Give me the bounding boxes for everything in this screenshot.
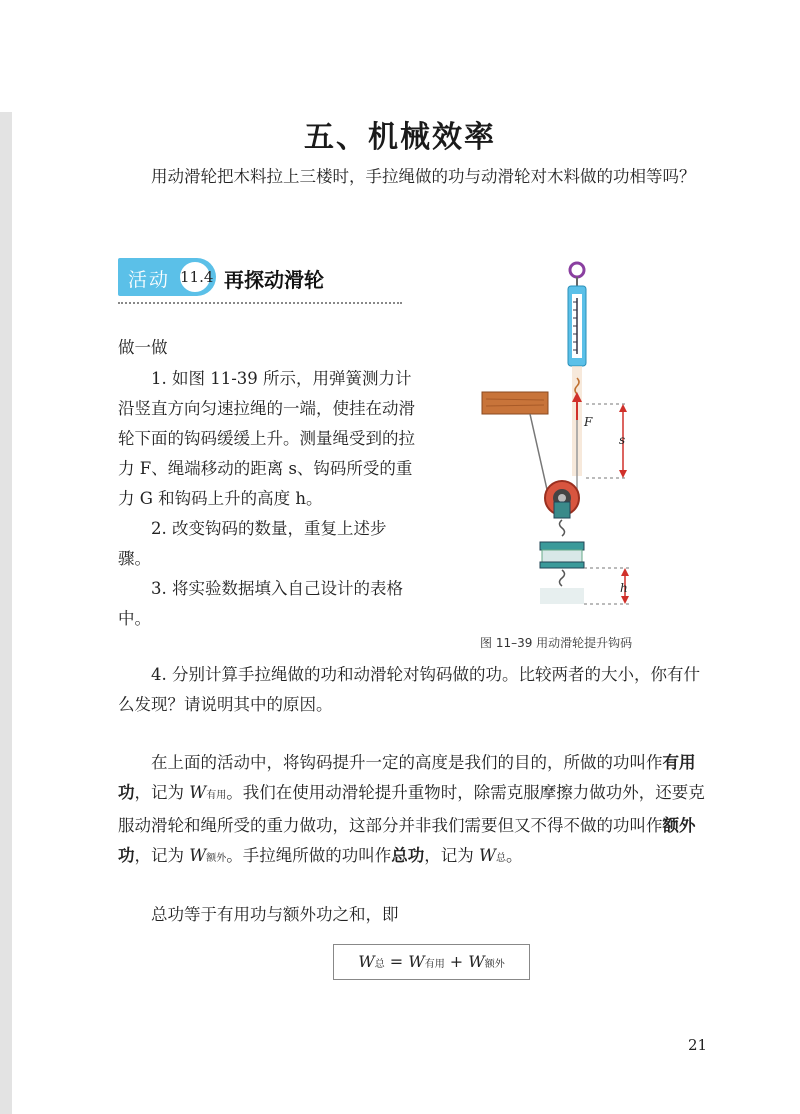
step-1: 1. 如图 11-39 所示，用弹簧测力计沿竖直方向匀速拉绳的一端，使挂在动滑轮下面的钩码缓缓上升。测量绳受到的拉力 F、绳端移动的距离 s、钩码所受的重力 G 和钩码上升的高度 h。 <box>118 369 415 508</box>
page-number: 21 <box>688 1036 708 1054</box>
formula-sub-useful: 有用 <box>424 959 445 970</box>
intro-paragraph: 用动滑轮把木料拉上三楼时，手拉绳做的功与动滑轮对木料做的功相等吗？ <box>151 167 696 186</box>
step-4: 4. 分别计算手拉绳做的功和动滑轮对钩码做的功。比较两者的大小，你有什么发现？请说明其中的原因。 <box>118 665 700 714</box>
body-text: 。手拉绳所做的功叫作 <box>226 846 392 865</box>
term-total-work: 总功 <box>391 846 425 865</box>
formula-equals: = <box>384 952 409 971</box>
formula-sub-total: 总 <box>374 959 385 970</box>
term-extra-work: 额外功 <box>118 816 696 865</box>
activity-word: 活动 <box>128 269 171 291</box>
body-text: 。 <box>505 846 523 865</box>
label-F: F <box>584 415 593 429</box>
symbol-w: W <box>478 846 496 865</box>
dotted-divider <box>118 302 402 304</box>
body-text: 在上面的活动中，将钩码提升一定的高度是我们的目的，所做的功叫作 <box>151 753 663 772</box>
wood-beam <box>482 392 548 414</box>
body-text: ，记为 <box>134 846 190 865</box>
subheading: 做一做 <box>118 338 168 357</box>
page-title: 五、机械效率 <box>304 120 496 155</box>
step-3: 3. 将实验数据填入自己设计的表格中。 <box>118 579 403 628</box>
formula-box <box>333 944 530 980</box>
body-paragraph-1 <box>118 748 708 874</box>
pulley-hook-icon <box>560 520 565 536</box>
subscript-extra: 额外 <box>206 853 227 864</box>
activity-title: 再探动滑轮 <box>224 268 324 292</box>
formula-w: W <box>408 952 425 971</box>
formula-w: W <box>358 952 375 971</box>
subscript-useful: 有用 <box>206 790 227 801</box>
body-text: ，记为 <box>424 846 479 865</box>
pulley-figure <box>480 258 690 618</box>
formula-sub-extra: 额外 <box>484 959 505 970</box>
hook-weight-top <box>540 542 584 550</box>
subscript-total: 总 <box>495 853 506 864</box>
formula-w: W <box>468 952 485 971</box>
term-useful-work: 有用功 <box>118 753 696 802</box>
body-text: 。我们在使用动滑轮提升重物时，除需克服摩擦力做功外，还要克服动滑轮和绳所受的重力做功，这部分并非我们需要但又不得不做的功叫作 <box>118 783 705 835</box>
symbol-w: W <box>189 783 207 802</box>
formula-plus: + <box>444 952 469 971</box>
activity-number: 11.4 <box>178 260 212 294</box>
step-2: 2. 改变钩码的数量，重复上述步骤。 <box>118 519 387 568</box>
figure-caption: 图 11–39 用动滑轮提升钩码 <box>480 636 633 650</box>
label-h: h <box>620 581 628 595</box>
rope-fixed <box>530 414 548 494</box>
steps-list <box>118 364 418 634</box>
hook-weight-ghost <box>540 588 584 604</box>
symbol-w: W <box>189 846 207 865</box>
label-s: s <box>619 433 626 447</box>
body-paragraph-2: 总功等于有用功与额外功之和，即 <box>151 905 399 924</box>
page-margin-strip <box>0 112 12 1114</box>
body-text: ，记为 <box>134 783 190 802</box>
hanging-ring <box>570 263 584 277</box>
